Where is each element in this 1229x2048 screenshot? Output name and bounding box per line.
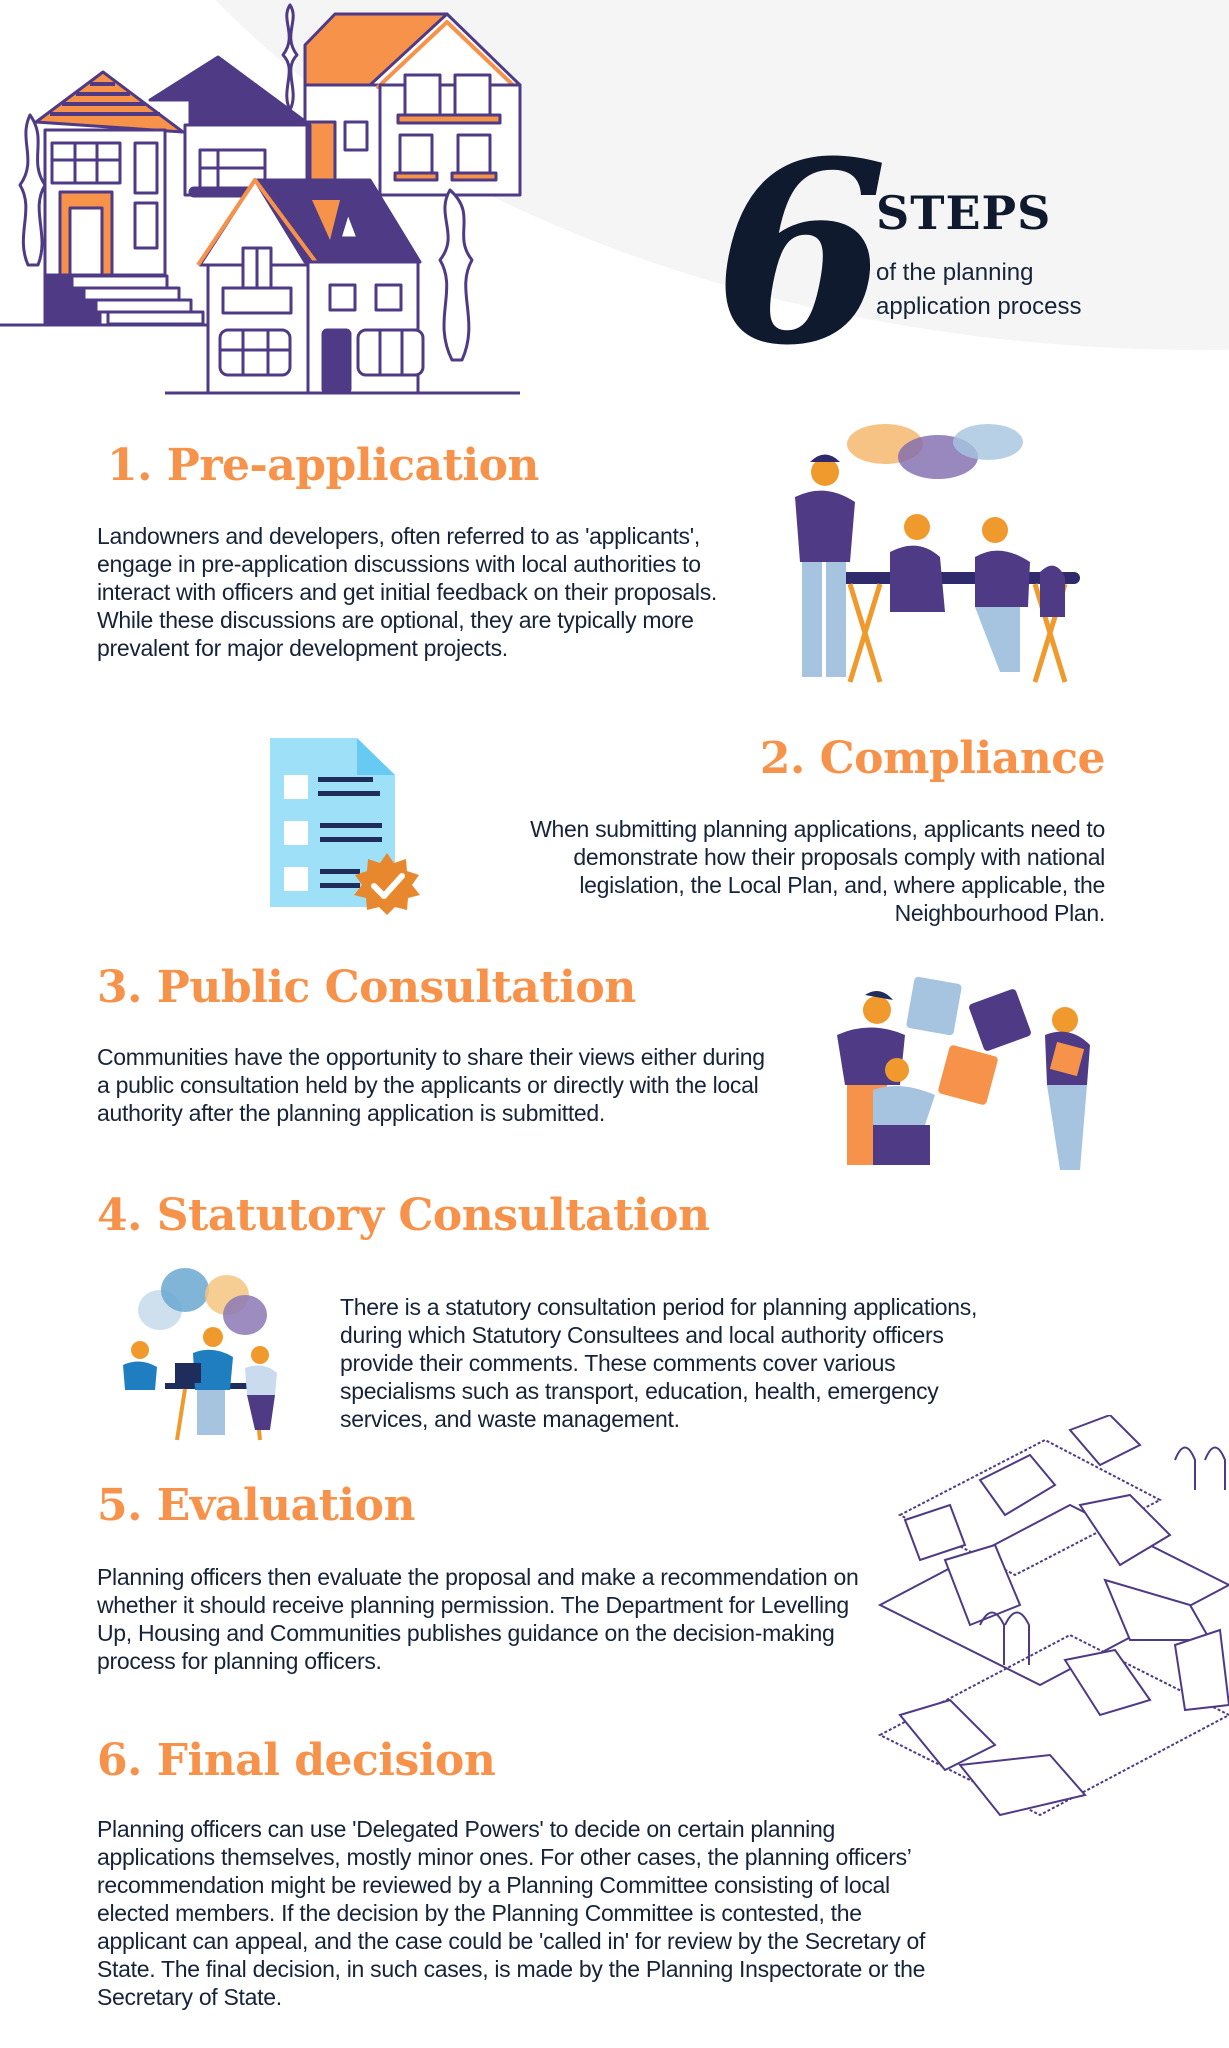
step-3-heading: 3. Public Consultation (97, 962, 636, 1013)
step-1-heading: 1. Pre-application (107, 440, 539, 491)
subtitle-line-2: application process (876, 293, 1082, 320)
subtitle-line-1: of the planning (876, 259, 1034, 286)
big-number-six: 6 (714, 106, 888, 400)
step-1-body: Landowners and developers, often referred to as 'applicants', engage in pre-application discussions with local authorities to interact with officers and get initial feedback on their proposals. While these discussions are optional, they are typically more prevalent for major development projects. (97, 523, 718, 661)
step-2-body: When submitting planning applications, applicants need to demonstrate how their proposals comply with national legislation, the Local Plan, and, where applicable, the Neighbourhood Plan. (530, 816, 1105, 926)
steps-title: STEPS (876, 186, 1052, 240)
people-meeting-at-table-illustration (770, 412, 1090, 692)
puzzle-pieces-team-illustration (825, 965, 1115, 1180)
houses-illustration (0, 0, 540, 400)
checklist-document-icon (262, 735, 432, 915)
discussion-group-illustration (105, 1265, 305, 1445)
step-4-heading: 4. Statutory Consultation (97, 1190, 710, 1241)
step-5-heading: 5. Evaluation (97, 1480, 415, 1531)
step-6-heading: 6. Final decision (97, 1735, 496, 1786)
steps-subtitle (876, 256, 1081, 324)
step-4-body: There is a statutory consultation period for planning applications, during which Statutory Consultees and local authority officers provide their comments. These comments cover various specialisms such as transport, education, health, emergency services, and waste management. (340, 1294, 978, 1432)
step-6-body: Planning officers can use 'Delegated Powers' to decide on certain planning applications themselves, mostly minor ones. For other cases, the planning officers’ recommendation might be reviewed by a Planning Committee consisting of local elected members. If the decision by the Planning Committee is contested, the applicant can appeal, and the case could be 'called in' for review by the Secretary of State. The final decision, in such cases, is made by the Planning Inspectorate or the Secretary of State. (97, 1816, 926, 2010)
step-5-body: Planning officers then evaluate the proposal and make a recommendation on whether it should receive planning permission. The Department for Levelling Up, Housing and Communities publishes guidance on the decision-making process for planning officers. (97, 1564, 859, 1674)
isometric-neighbourhood-illustration (870, 1415, 1229, 1870)
step-2-heading: 2. Compliance (759, 733, 1105, 784)
step-3-body: Communities have the opportunity to share their views either during a public consultation held by the applicants or directly with the local authority after the planning application is submitted. (97, 1044, 765, 1126)
